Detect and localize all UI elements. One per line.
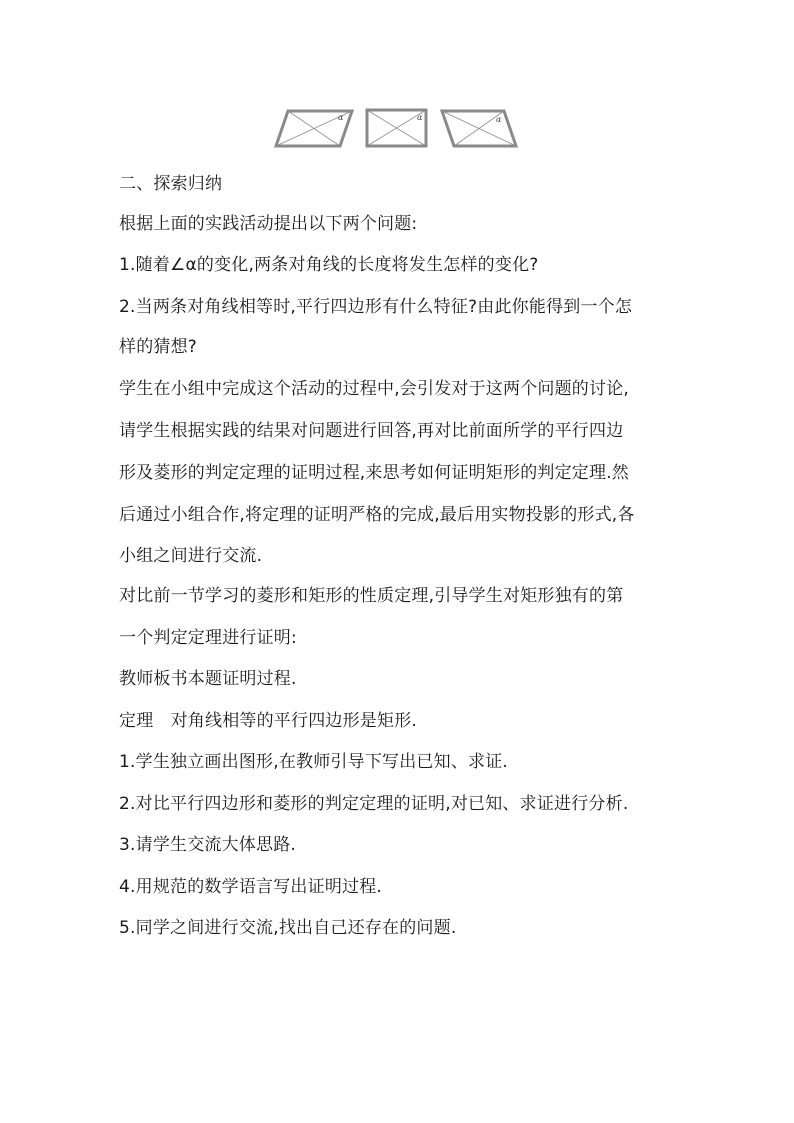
step-5: 5.同学之间进行交流,找出自己还存在的问题. [119,918,457,938]
activity-paragraph-line-3: 形及菱形的判定定理的证明过程,来思考如何证明矩形的判定定理.然 [119,463,630,483]
rectangle-figure [367,110,426,146]
intro-paragraph: 根据上面的实践活动提出以下两个问题: [119,214,418,234]
question-2-line-2: 样的猜想? [119,337,198,357]
question-1: 1.随着∠α的变化,两条对角线的长度将发生怎样的变化? [119,255,539,275]
step-4: 4.用规范的数学语言写出证明过程. [119,877,383,897]
activity-paragraph-line-5: 小组之间进行交流. [119,546,263,566]
activity-paragraph-line-1: 学生在小组中完成这个活动的过程中,会引发对于这两个问题的讨论, [119,379,630,399]
parallelogram-figure-1 [276,111,352,146]
parallelogram-figure-2 [442,111,516,146]
step-2: 2.对比平行四边形和菱形的判定定理的证明,对已知、求证进行分析. [119,794,629,814]
question-2-line-1: 2.当两条对角线相等时,平行四边形有什么特征?由此你能得到一个怎 [119,297,633,317]
teacher-note: 教师板书本题证明过程. [119,669,297,689]
parallelogram-diagrams [270,104,520,150]
angle-label-3: α [496,115,502,124]
theorem-statement: 定理 对角线相等的平行四边形是矩形. [119,711,418,731]
comparison-paragraph-line-2: 一个判定定理进行证明: [119,628,297,648]
step-3: 3.请学生交流大体思路. [119,835,297,855]
step-1: 1.学生独立画出图形,在教师引导下写出已知、求证. [119,752,509,772]
parallelogram-figures [270,104,520,150]
section-heading: 二、探索归纳 [119,174,223,194]
activity-paragraph-line-2: 请学生根据实践的结果对问题进行回答,再对比前面所学的平行四边 [119,421,624,441]
angle-label-2: α [417,113,423,122]
angle-label-1: α [338,113,344,122]
comparison-paragraph-line-1: 对比前一节学习的菱形和矩形的性质定理,引导学生对矩形独有的第 [119,586,624,606]
activity-paragraph-line-4: 后通过小组合作,将定理的证明严格的完成,最后用实物投影的形式,各 [119,505,635,525]
